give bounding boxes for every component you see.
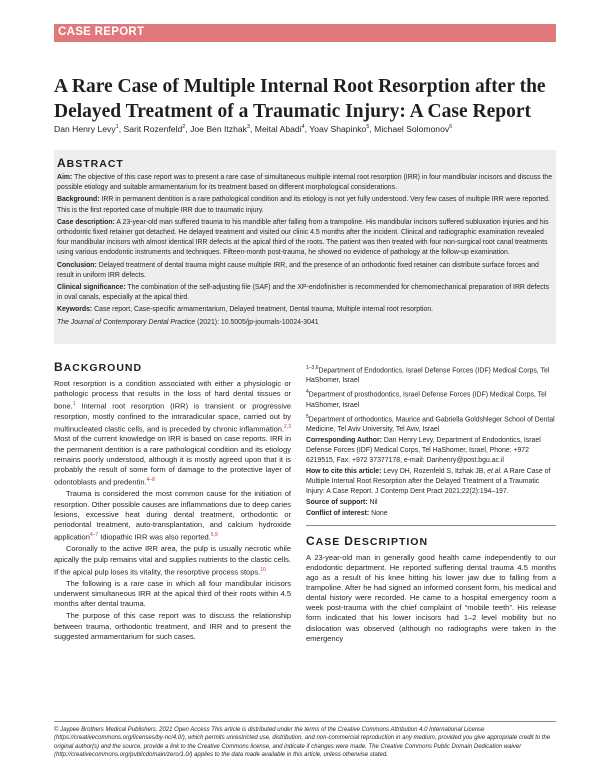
author-name: Yoav Shapinko: [309, 124, 367, 134]
article-title: A Rare Case of Multiple Internal Root Resorption after the Delayed Treatment of a Traumatic Injury: A Case Report: [54, 76, 546, 122]
abstract-aim: Aim: The objective of this case report was to present a rare case of simultaneous multiple internal root resorption (IRR) in four mandibular incisors and discuss the possible etiology and suitable armamentarium for its treatment based on different morphological considerations.: [57, 174, 553, 192]
background-paragraph: The purpose of this case report was to discuss the relationship between trauma, orthodontic treatment, and IRR and to present the suggested armamentarium for such cases.: [54, 611, 291, 641]
author-affiliation-marker: 2: [182, 124, 186, 131]
abstract-conclusion: Conclusion: Delayed treatment of dental trauma might cause multiple IRR, and the presence of an orthodontic fixed retainer can distribute surface forces and result in uniform IRR defects.: [57, 261, 539, 279]
column-divider: [306, 525, 556, 526]
background-paragraph: Trauma is considered the most common cause for the initiation of resorption. Other possible causes are inflammations due to deep caries lesions, excessive heat during dental treatment, orthodontic or periodontal treatment, auto-transplantation, and calcium hydroxide application$^{4-7}$ Idiopathic IRR was also reported.$^{5,9}$: [54, 489, 291, 542]
author-name: Joe Ben Itzhak: [190, 124, 247, 134]
affiliation: $^{1-3,6}$Department of Endodontics, Israel Defense Forces (IDF) Medical Corps, Tel HaShomer, Israel: [306, 365, 550, 385]
source-of-support: Source of support: Nil: [306, 498, 378, 506]
abstract-heading: ABSTRACT: [57, 156, 124, 170]
author-name: Michael Solomonov: [374, 124, 450, 134]
citation-ref[interactable]: 2,3: [284, 423, 291, 430]
author-affiliation-marker: 4: [301, 124, 305, 131]
author-name: Meital Abadi: [254, 124, 302, 134]
author-affiliation-marker: 6: [449, 124, 453, 131]
license-footer: © Jaypee Brothers Medical Publishers. 2021 Open Access This article is distributed under the terms of the Creative Commons Attribution 4.0 International License (https://creativecommons.org/licenses/by-nc/4.0/), which permits unrestricted use, distribution, and non-commercial reproduction in any medium, provided you give appropriate credit to the original author(s) and the source, provide a link to the Creative Commons license, and indicate if changes were made. The Creative Commons Public Domain Dedication waiver (http://creativecommons.org/publicdomain/zero/1.0/) applies to the data made available in this article, unless otherwise stated.: [54, 727, 551, 759]
citation-ref[interactable]: 1: [72, 401, 76, 408]
background-paragraph: The following is a rare case in which all four mandibular incisors underwent simultaneous IRR at the apical third of their roots within 4.5 months after dental trauma.: [54, 579, 291, 609]
abstract-keywords: Keywords: Case report, Case-specific armamentarium, Delayed treatment, Dental trauma, Multiple internal root resorption.: [57, 306, 434, 314]
case-description-paragraph: A 23-year-old man in generally good health came independently to our endodontic department. He reported suffering dental trauma 4.5 months ago as a result of his knee hitting his lower jaw due to falling from a trampoline. After he had signed an informed consent form, his medical and dental history were recorded. He came to a hospital emergency room a week post-trauma with the chief complaint of “mobile teeth”. His release form indicated that his lower incisors had 1–2 level mobility but no dislocation was observed (although no radiographs were taken in the emergency: [306, 552, 556, 643]
background-paragraph: Root resorption is a condition associated with either a physiologic or pathologic process that results in the loss of hard dental tissues or bone.$^1$ Internal root resorption (IRR) is transient or progressive resorption, mostly confined to the intraradicular space, carried out by multinucleated clastic cells, and is preceded by chronic inflammation.$^{2,3}$ Most of the current knowledge on IRR is based on case reports. IRR in the permanent dentition is a rare pathological condition and its etiology remains poorly understood, although it is mostly agreed upon that it is probably the result of some form of damage to the protective layer of odontoblasts and predentin.$^{4-8}$: [54, 379, 291, 487]
author-affiliation-marker: 5: [366, 124, 370, 131]
author-name: Dan Henry Levy: [54, 124, 116, 134]
abstract-case-description: Case description: A 23-year-old man suffered trauma to his mandible after falling from a trampoline. His mandibular incisors suffered subluxation injuries and his orthodontic fixed retainer got detached. He delayed treatment and visited our clinic 4.5 months after the incident. Clinical and radiographic examination revealed four mandibular incisors with almost identical IRR defects at the apical third of the roots. The patient was then treated with four non-surgical root canal treatments using various endodontic instruments and techniques. Fifteen-month post-trauma, he showed no evidence of pathology at the follow-up examination.: [57, 218, 549, 257]
author-list: Dan Henry Levy$^1$, Sarit Rozenfeld$^2$, Joe Ben Itzhak$^3$, Meital Abadi$^4$, Yoav Shapinko$^5$, Michael Solomonov$^6$: [54, 124, 453, 134]
journal-citation: The Journal of Contemporary Dental Practice (2021): 10.5005/jp-journals-10024-3041: [57, 318, 319, 326]
affiliation: $^5$Department of orthodontics, Maurice and Gabriella Goldshleger School of Dental Medicine, Tel Aviv University, Tel Aviv, Israel: [306, 413, 555, 433]
conflict-of-interest: Conflict of interest: None: [306, 509, 388, 517]
background-heading: BACKGROUND: [54, 360, 143, 374]
citation-ref[interactable]: 10: [260, 566, 266, 573]
case-description-heading: CASE DESCRIPTION: [306, 533, 429, 548]
author-affiliation-marker: 1: [115, 124, 119, 131]
citation-ref[interactable]: 4–8: [146, 476, 155, 483]
corresponding-author: Corresponding Author: Dan Henry Levy, Department of Endodontics, Israel Defense Forces (IDF) Medical Corps, Tel HaShomer, Israel, Phone: +972 6219515, Fax: +972 37377178, e-mail: Danhenry@post.bgu.ac.il: [306, 436, 541, 464]
case-report-banner: CASE REPORT: [54, 24, 556, 42]
right-column: [306, 363, 556, 646]
how-to-cite: How to cite this article: Levy DH, Rozenfeld S, Itzhak JB, et al. A Rare Case of Multiple Internal Root Resorption after the Delayed Treatment of a Traumatic Injury: A Case Report. J Contemp Dent Pract 2021;22(2):194–197.: [306, 467, 551, 495]
background-paragraph: Coronally to the active IRR area, the pulp is usually necrotic while apically the pulp remains vital and supplies nutrients to the clastic cells. If the apical pulp loses its vitality, the resorptive process stops.$^{10}$: [54, 544, 291, 577]
affiliation: $^4$Department of prosthodontics, Israel Defense Forces (IDF) Medical Corps, Tel HaShomer, Israel: [306, 389, 547, 409]
author-affiliation-marker: 3: [246, 124, 250, 131]
citation-ref[interactable]: 4–7: [89, 531, 99, 538]
abstract-background: Background: IRR in permanent dentition is a rare pathological condition and its etiology is not yet fully understood. Very few cases of multiple IRR were reported. This is the first reported case of multiple IRR due to traumatic injury.: [57, 196, 550, 214]
left-column: [54, 360, 291, 644]
abstract-box: [54, 150, 556, 344]
abstract-clinical-significance: Clinical significance: The combination of the self-adjusting file (SAF) and the XP-endofinisher is recommended for chemomechanical preparation of IRR defects in oval canals, especially at the apical third.: [57, 284, 550, 302]
footer-divider: [54, 721, 556, 722]
citation-ref[interactable]: 5,9: [210, 531, 218, 538]
author-name: Sarit Rozenfeld: [123, 124, 183, 134]
